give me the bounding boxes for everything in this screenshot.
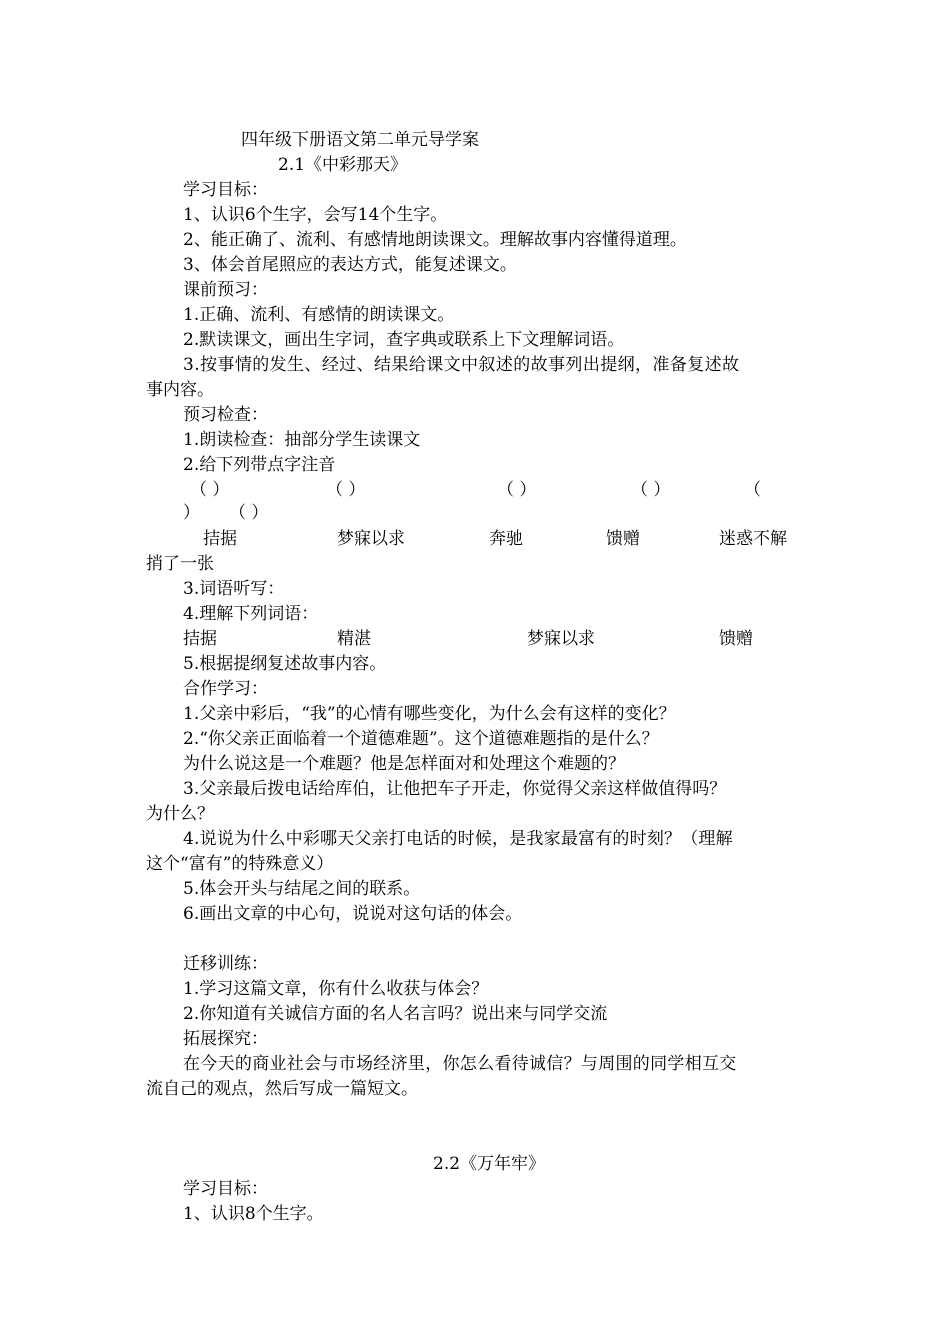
check-item: 1.朗读检查：抽部分学生读课文 bbox=[183, 430, 421, 450]
pinyin-word: 迷惑不解 bbox=[719, 529, 787, 549]
pinyin-blank: （ ） bbox=[497, 480, 537, 500]
extend-label: 拓展探究： bbox=[183, 1029, 268, 1049]
preview-item-continued: 事内容。 bbox=[146, 380, 214, 400]
transfer-item: 2.你知道有关诚信方面的名人名言吗？说出来与同学交流 bbox=[183, 1004, 608, 1024]
coop-item: 为什么说这是一个难题？他是怎样面对和处理这个难题的？ bbox=[183, 754, 625, 774]
coop-label: 合作学习： bbox=[183, 679, 268, 699]
coop-item: 5.体会开头与结尾之间的联系。 bbox=[183, 879, 421, 899]
document-title: 四年级下册语文第二单元导学案 bbox=[241, 130, 479, 150]
goal-item: 3、体会首尾照应的表达方式，能复述课文。 bbox=[183, 255, 517, 275]
preview-label: 课前预习： bbox=[183, 280, 268, 300]
goal-item: 2、能正确了、流利、有感情地朗读课文。理解故事内容懂得道理。 bbox=[183, 230, 687, 250]
preview-item: 2.默读课文，画出生字词，查字典或联系上下文理解词语。 bbox=[183, 330, 625, 350]
lesson2-heading: 2.2《万年牢》 bbox=[433, 1154, 546, 1174]
check-item: 2.给下列带点字注音 bbox=[183, 455, 336, 475]
coop-item: 4.说说为什么中彩哪天父亲打电话的时候，是我家最富有的时刻？（理解 bbox=[183, 829, 733, 849]
goals-label: 学习目标： bbox=[183, 180, 268, 200]
understand-word: 梦寐以求 bbox=[527, 629, 595, 649]
pinyin-blank: （ ） bbox=[190, 480, 230, 500]
lesson1-heading: 2.1《中彩那天》 bbox=[278, 155, 408, 175]
understand-word: 馈赠 bbox=[719, 629, 753, 649]
pinyin-blank: （ bbox=[744, 480, 761, 500]
check-label: 预习检查： bbox=[183, 405, 268, 425]
coop-item-continued: 为什么？ bbox=[146, 804, 214, 824]
preview-item: 3.按事情的发生、经过、结果给课文中叙述的故事列出提纲，准备复述故 bbox=[183, 355, 740, 375]
understand-word: 精湛 bbox=[337, 629, 371, 649]
transfer-label: 迁移训练： bbox=[183, 954, 268, 974]
check-item: 3.词语听写： bbox=[183, 579, 285, 599]
pinyin-word: 馈赠 bbox=[606, 529, 640, 549]
check-item: 5.根据提纲复述故事内容。 bbox=[183, 654, 387, 674]
pinyin-blank: （ ） bbox=[631, 480, 671, 500]
pinyin-blank: （ ） bbox=[229, 503, 269, 523]
coop-item: 3.父亲最后拨电话给库伯，让他把车子开走，你觉得父亲这样做值得吗？ bbox=[183, 779, 727, 799]
goals-label: 学习目标： bbox=[183, 1179, 268, 1199]
extend-item-continued: 流自己的观点，然后写成一篇短文。 bbox=[146, 1079, 418, 1099]
coop-item-continued: 这个“富有”的特殊意义） bbox=[146, 854, 334, 874]
coop-item: 6.画出文章的中心句，说说对这句话的体会。 bbox=[183, 904, 523, 924]
pinyin-word: 捎了一张 bbox=[146, 554, 214, 574]
transfer-item: 1.学习这篇文章，你有什么收获与体会？ bbox=[183, 979, 489, 999]
preview-item: 1.正确、流利、有感情的朗读课文。 bbox=[183, 305, 455, 325]
goal-item: 1、认识8个生字。 bbox=[183, 1204, 324, 1224]
extend-item: 在今天的商业社会与市场经济里，你怎么看待诚信？与周围的同学相互交 bbox=[183, 1054, 737, 1074]
coop-item: 1.父亲中彩后，“我”的心情有哪些变化，为什么会有这样的变化？ bbox=[183, 704, 676, 724]
pinyin-blank: ） bbox=[183, 503, 200, 523]
check-item: 4.理解下列词语： bbox=[183, 604, 319, 624]
pinyin-blank: （ ） bbox=[326, 480, 366, 500]
pinyin-word: 奔驰 bbox=[489, 529, 523, 549]
understand-word: 拮据 bbox=[183, 629, 217, 649]
pinyin-word: 梦寐以求 bbox=[337, 529, 405, 549]
pinyin-word: 拮据 bbox=[203, 529, 237, 549]
goal-item: 1、认识6个生字，会写14个生字。 bbox=[183, 205, 448, 225]
coop-item: 2.“你父亲正面临着一个道德难题”。这个道德难题指的是什么？ bbox=[183, 729, 659, 749]
